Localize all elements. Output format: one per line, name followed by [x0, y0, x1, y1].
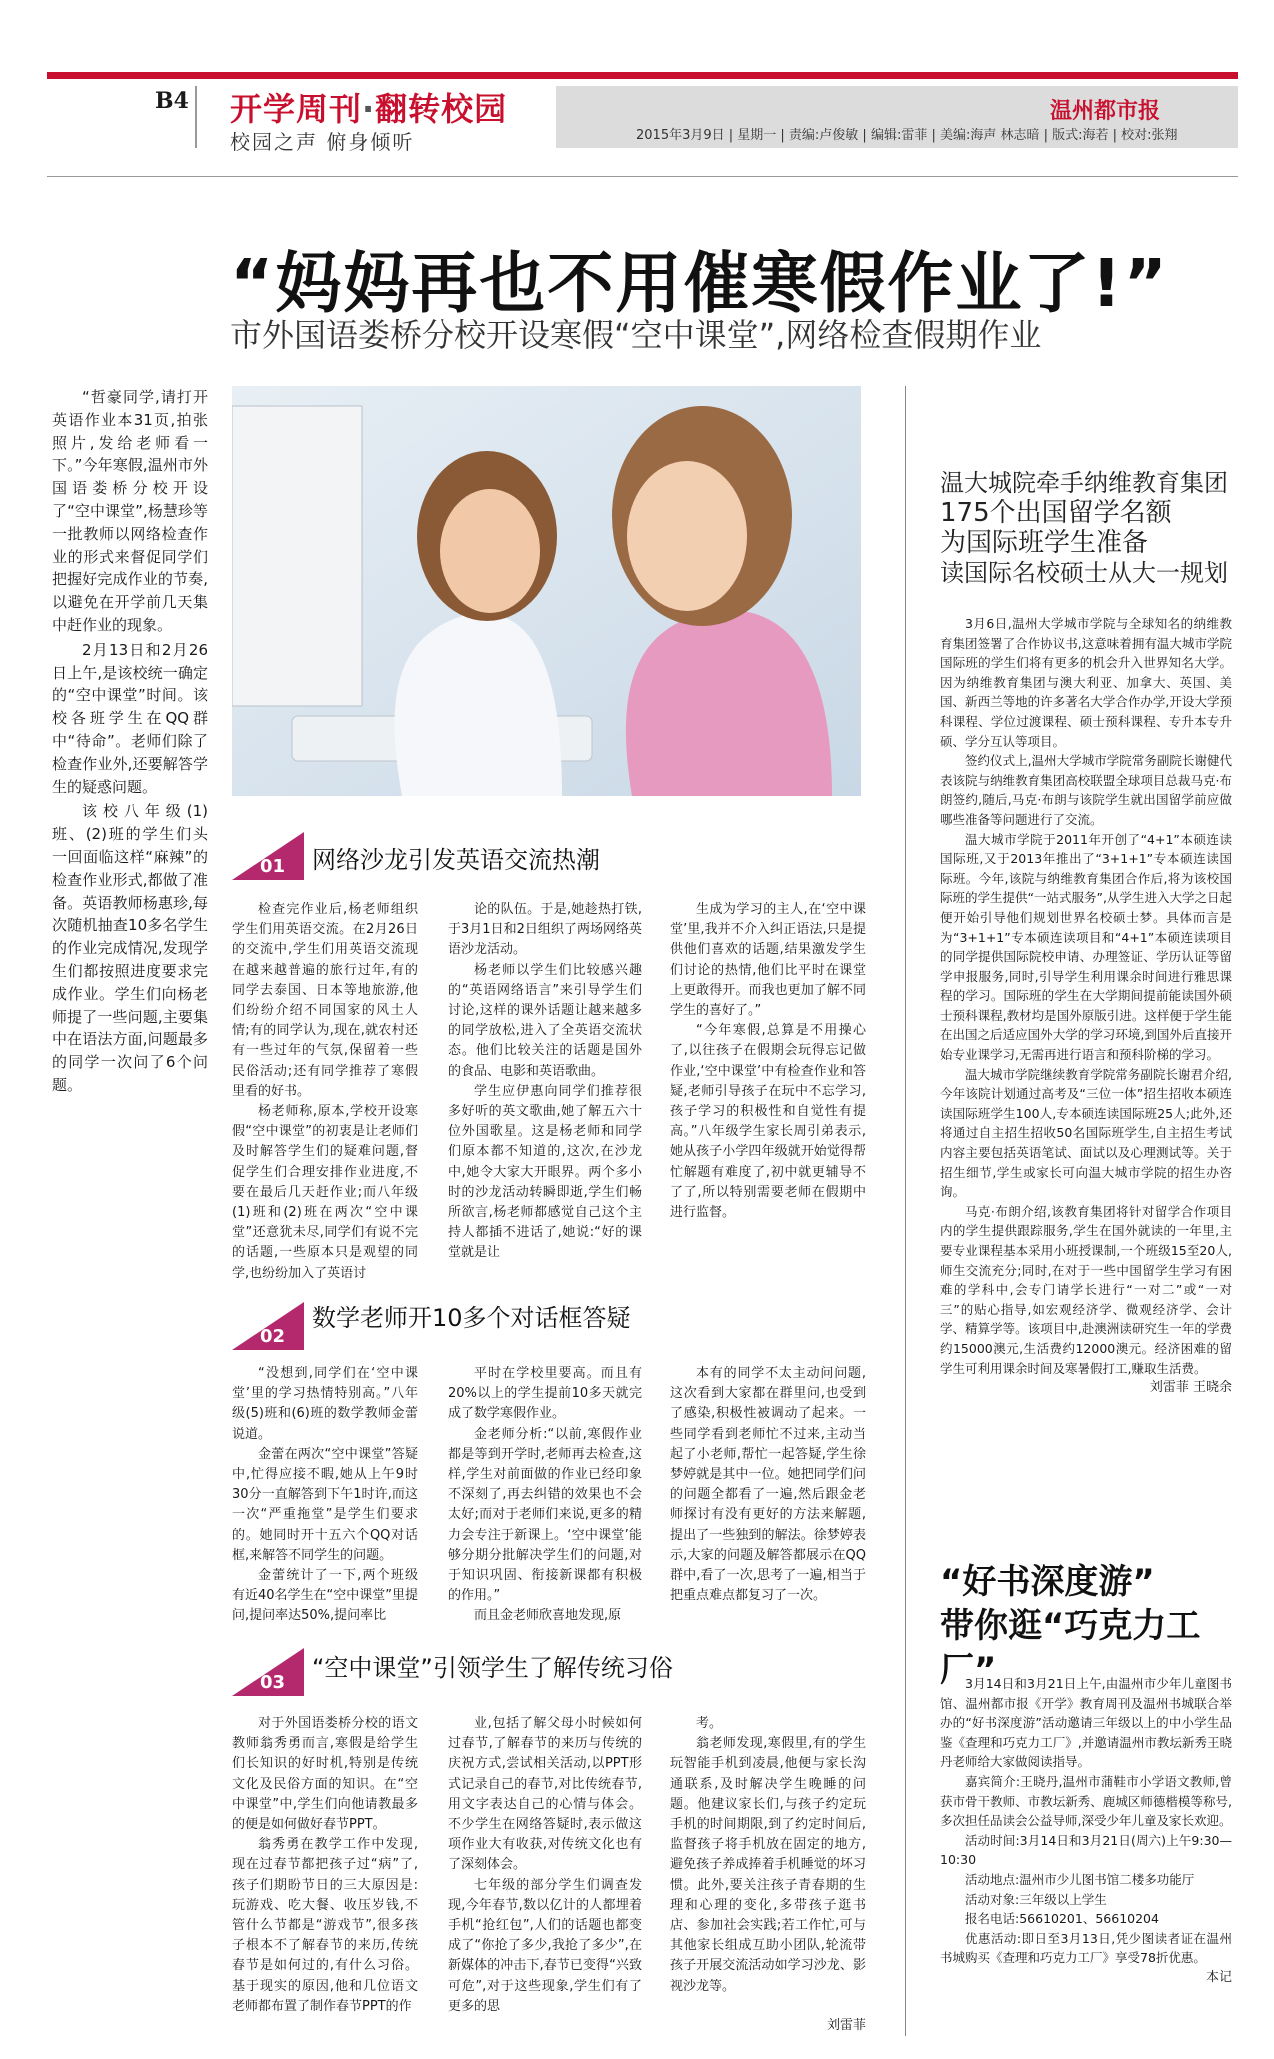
sidebar1-byline: 刘雷菲 王晓余 [1149, 1380, 1232, 1396]
paragraph: 嘉宾简介:王晓丹,温州市蒲鞋市小学语文教师,曾获市骨干教师、市教坛新秀、鹿城区师德楷模等称号,多次担任品读会公益导师,深受少年儿童及家长欢迎。 [940, 1773, 1232, 1829]
sidebar1-head-line4: 读国际名校硕士从大一规划 [940, 559, 1228, 587]
section-03-column-2 [448, 1714, 642, 2017]
event-phone: 报名电话:56610201、56610204 [965, 1911, 1159, 1927]
paragraph: 温大城市学院于2011年开创了“4+1”本硕连读国际班,又于2013年推出了“3+1+1”专本硕连读国际班。今年,该院与纳维教育集团合作后,将为该校国际班的学生提供“一站式服务”,从学生进入大学之日起便开始引导他们规划世界名校硕士梦。具体而言是为“3+1+1”专本硕连读项目和“4+1”本硕连读项目的同学提供国际院校申请、办理签证、学历认证等留学申报服务,同时,引导学生利用课余时间进行雅思课程的学习。国际班的学生在大学期间提前能读国外硕士预科课程,教材均是国外原版引进。这样便于学生能在出国之后适应国外大学的学习环境,到国外后直接开始专业课学习,无需再进行语言和预科阶梯的学习。 [940, 831, 1232, 1063]
masthead-top-bar [47, 72, 1238, 79]
article-headline: “妈妈再也不用催寒假作业了!” [230, 245, 1169, 322]
lead-paragraph: “哲豪同学,请打开英语作业本31页,拍张照片,发给老师看一下。”今年寒假,温州市外国语娄桥分校开设了“空中课堂”,杨慧珍等一批教师以网络检查作业的形式来督促同学们把握好完成作业的节奏,以避免在开学前几天集中赶作业的现象。 [52, 388, 208, 634]
paragraph: 业,包括了解父母小时候如何过春节,了解春节的来历与传统的庆祝方式,尝试相关活动,以PPT形式记录自己的春节,对比传统春节,用文字表达自己的心情与体会。不少学生在网络答疑时,表示做这项作业大有收获,对传统文化也有了深刻体会。 [448, 1716, 642, 1873]
paragraph: 检查完作业后,杨老师组织学生们用英语交流。在2月26日的交流中,学生们用英语交流现在越来越普遍的旅行过年,有的同学去泰国、日本等地旅游,他们纷纷介绍不同国家的风土人情;有的同学认为,现在,就农村还有一些过年的气氛,保留着一些民俗活动;还有同学推荐了寒假里看的好书。 [232, 902, 418, 1099]
section-03-byline: 刘雷菲 [826, 2018, 866, 2033]
lead-paragraph: 该校八年级(1)班、(2)班的学生们头一回面临这样“麻辣”的检查作业形式,都做了准备。英语教师杨惠珍,每次随机抽查10多名学生的作业完成情况,发现学生们都按照进度要求完成作业。学生们向杨老师提了一些问题,主要集中在语法方面,问题最多的同学一次问了6个问题。 [52, 802, 208, 1094]
sidebar2-head-line1: “好书深度游” [940, 1562, 1155, 1602]
section-01-column-2 [448, 900, 642, 1264]
sidebar-divider [905, 386, 906, 2036]
paragraph: 杨老师以学生们比较感兴趣的“英语网络语言”来引导学生们讨论,这样的课外话题让越来越多的同学放松,进入了全英语交流状态。他们比较关注的话题是国外的食品、电影和英语歌曲。 [448, 962, 642, 1079]
section-subtitle: 校园之声 俯身倾听 [230, 130, 415, 154]
section-03-badge [232, 1648, 304, 1696]
section-02-column-2 [448, 1364, 642, 1627]
section-03-column-3 [670, 1714, 866, 1997]
section-01-column-3 [670, 900, 866, 1223]
paragraph: 杨老师称,原本,学校开设寒假“空中课堂”的初衷是让老师们及时解答学生们的疑难问题,督促学生们合理安排作业进度,不要在最后几天赶作业;而八年级(1)班和(2)班在两次“空中课堂”还意犹未尽,同学们有说不完的话题,一些原本只是观望的同学,也纷纷加入了英语讨 [232, 1104, 418, 1281]
paragraph: 温大城市学院继续教育学院常务副院长谢君介绍,今年该院计划通过高考及“三位一体”招生招收本硕连读国际班学生100人,专本硕连读国际班25人;此外,还将通过自主招生招收50名国际班学生,自主招生考试内容主要包括英语笔试、面试以及心理测试等。关于招生细节,学生或家长可向温大城市学院的招生办咨询。 [940, 1066, 1232, 1200]
section-title-part1: 开学周刊 [230, 90, 363, 128]
issue-info: 2015年3月9日 | 星期一 | 责编:卢俊敏 | 编辑:雷菲 | 美编:海声 林志暗 | 版式:海若 | 校对:张翔 [636, 128, 1178, 143]
event-audience: 活动对象:三年级以上学生 [965, 1891, 1107, 1907]
section-02-column-3 [670, 1364, 866, 1606]
sidebar1-headline [940, 468, 1240, 588]
article-subheadline: 市外国语娄桥分校开设寒假“空中课堂”,网络检查假期作业 [230, 316, 1042, 354]
page-number: B4 [155, 88, 189, 114]
sidebar1-head-line3: 为国际班学生准备 [940, 528, 1149, 558]
sidebar1-head-line2: 175个出国留学名额 [940, 498, 1172, 528]
sidebar1-body [940, 614, 1232, 1398]
paragraph: 考。 [696, 1716, 723, 1731]
section-title-dot: · [362, 90, 376, 128]
paragraph: 金老师分析:“以前,寒假作业都是等到开学时,老师再去检查,这样,学生对前面做的作业已经印象不深刻了,再去纠错的效果也不会太好;而对于老师们来说,更多的精力会专注于新课上。‘空中课堂’能够分期分批解决学生们的问题,对于知识巩固、衔接新课都有积极的作用。” [448, 1426, 642, 1604]
paragraph: 而且金老师欣喜地发现,原 [474, 1608, 622, 1624]
paper-name: 温州都市报 [1050, 99, 1161, 124]
sidebar1-head-line1: 温大城院牵手纳维教育集团 [940, 469, 1228, 497]
article-photo [232, 386, 861, 796]
paragraph: 签约仪式上,温州大学城市学院常务副院长谢健代表该院与纳维教育集团高校联盟全球项目总裁马克·布朗签约,随后,马克·布朗与该院学生就出国留学前应做哪些准备等问题进行了交流。 [940, 753, 1232, 827]
paragraph: 生成为学习的主人,在‘空中课堂’里,我并不介入纠正语法,只是提供他们喜欢的话题,结果激发学生们讨论的热情,他们比平时在课堂上更敢得开。而我也更加了解不同学生的喜好了。” [670, 902, 866, 1019]
paragraph: 金蕾统计了一下,两个班级有近40名学生在“空中课堂”里提问,提问率达50%,提问率比 [232, 1568, 419, 1624]
event-place: 活动地点:温州市少儿图书馆二楼多功能厅 [965, 1871, 1195, 1887]
event-time: 活动时间:3月14日和3月21日(周六)上午9:30—10:30 [940, 1832, 1232, 1868]
paragraph: 对于外国语娄桥分校的语文教师翁秀勇而言,寒假是给学生们长知识的好时机,特别是传统文化及民俗方面的知识。在“空中课堂”中,学生们向他请教最多的便是如何做好春节PPT。 [232, 1716, 418, 1833]
sidebar2-body [940, 1674, 1232, 1988]
sidebar2-headline [940, 1560, 1240, 1692]
paragraph: “今年寒假,总算是不用操心了,以往孩子在假期会玩得忘记做作业,‘空中课堂’中有检查作业和答疑,老师引导孩子在玩中不忘学习,孩子学习的积极性和自觉性有提高。”八年级学生家长周引弟表示,她从孩子小学四年级就开始觉得帮忙解题有难度了,初中就更辅导不了了,所以特别需要老师在假期中进行监督。 [670, 1023, 866, 1221]
paragraph: “没想到,同学们在‘空中课堂’里的学习热情特别高。”八年级(5)班和(6)班的数学教师金蕾说道。 [232, 1366, 418, 1442]
paragraph: 3月6日,温州大学城市学院与全球知名的纳维教育集团签署了合作协议书,这意味着拥有温大城市学院国际班的学生们将有更多的机会升入世界知名大学。因为纳维教育集团与澳大利亚、加拿大、英国、美国、新西兰等地的许多著名大学合作办学,开设大学预科课程、学位过渡课程、硕士预科课程、专升本专升硕、学分互认等项目。 [940, 616, 1232, 749]
paragraph: 翁秀勇在教学工作中发现,现在过春节都把孩子过“病”了,孩子们期盼节日的三大原因是:玩游戏、吃大餐、收压岁钱,不管什么节都是“游戏节”,很多孩子根本不了解春节的来历,传统春节是如何过的,有什么习俗。基于现实的原因,他和几位语文老师都布置了制作春节PPT的作 [232, 1837, 418, 2014]
section-title-part2: 翻转校园 [375, 90, 508, 128]
section-03-number: 03 [260, 1672, 286, 1693]
paragraph: 3月14日和3月21日上午,由温州市少年儿童图书馆、温州都市报《开学》教育周刊及温州书城联合举办的“好书深度游”活动邀请三年级以上的中小学生品鉴《查理和巧克力工厂》,并邀请温州市教坛新秀王晓丹老师给大家做阅读指导。 [940, 1676, 1232, 1770]
masthead-divider [195, 86, 197, 148]
article-lead [52, 386, 208, 1099]
section-03-column-1 [232, 1714, 418, 2017]
section-02-column-1 [232, 1364, 418, 1627]
paragraph: 学生应伊惠向同学们推荐很多好听的英文歌曲,她了解五六十位外国歌星。这是杨老师和同学们原本都不知道的,这次,在沙龙中,她令大家大开眼界。两个多小时的沙龙活动转瞬即逝,学生们畅所欲言,杨老师都感觉自己这个主持人都插不进话了,她说:“好的课堂就是让 [448, 1083, 642, 1261]
lead-paragraph: 2月13日和2月26日上午,是该校统一确定的“空中课堂”时间。该校各班学生在QQ群中“待命”。老师们除了检查作业外,还要解答学生的疑惑问题。 [52, 640, 208, 796]
section-02-badge [232, 1302, 304, 1350]
paragraph: 本有的同学不太主动问问题,这次看到大家都在群里问,也受到了感染,积极性被调动了起来。一些同学看到老师忙不过来,主动当起了小老师,帮忙一起答疑,学生徐梦婷就是其中一位。她把同学们问的问题全都看了一遍,然后跟金老师探讨有没有更好的方法来解题,提出了一些独到的解法。徐梦婷表示,大家的问题及解答都展示在QQ群中,看了一次,思考了一遍,相当于把重点难点都复习了一次。 [670, 1366, 866, 1604]
paragraph: 马克·布朗介绍,该教育集团将针对留学合作项目内的学生提供跟踪服务,学生在国外就读的一年里,主要专业课程基本采用小班授课制,一个班级15至20人,师生交流充分;同时,在对于一些中国留学生学习有困难的学科中,会专门请学长进行“一对二”或“一对三”的贴心指导,如宏观经济学、微观经济学、会计学、精算学等。该项目中,赴澳洲读研究生一年的学费约15000澳元,生活费约12000澳元。经济困难的留学生可利用课余时间及寒暑假打工,赚取生活费。 [940, 1203, 1232, 1376]
section-02-number: 02 [260, 1326, 286, 1347]
sidebar2-head-line2: 带你逛“巧克力工厂” [940, 1606, 1201, 1690]
section-02-title: 数学老师开10多个对话框答疑 [312, 1304, 631, 1332]
paragraph: 七年级的部分学生们调查发现,今年春节,数以亿计的人都埋着手机“抢红包”,人们的话题也都变成了“你抢了多少,我抢了多少”,在新媒体的冲击下,春节已变得“兴致可危”,对于这些现象,学生们有了更多的思 [448, 1877, 642, 2014]
paragraph: 翁老师发现,寒假里,有的学生玩智能手机到凌晨,他便与家长沟通联系,及时解决学生晚睡的问题。他建议家长们,与孩子约定玩手机的时间期限,到了约定时间后,监督孩子将手机放在固定的地方,避免孩子养成捧着手机睡觉的坏习惯。此外,要关注孩子青春期的生理和心理的变化,多带孩子逛书店、参加社会实践;若工作忙,可与其他家长组成互助小团队,轮流带孩子开展交流活动如学习沙龙、影视沙龙等。 [670, 1736, 866, 1994]
sidebar2-byline: 本记 [1205, 1969, 1232, 1985]
event-promo: 优惠活动:即日至3月13日,凭少图读者证在温州书城购买《查理和巧克力工厂》享受78折优惠。 [940, 1930, 1232, 1966]
section-01-title: 网络沙龙引发英语交流热潮 [312, 846, 600, 874]
masthead-rule [47, 176, 1238, 177]
paragraph: 平时在学校里要高。而且有20%以上的学生提前10多天就完成了数学寒假作业。 [448, 1366, 642, 1422]
section-03-title: “空中课堂”引领学生了解传统习俗 [312, 1654, 673, 1682]
section-title [230, 84, 507, 130]
paragraph: 金蕾在两次“空中课堂”答疑中,忙得应接不暇,她从上午9时30分一直解答到下午1时许,而这一次“严重拖堂”是学生们要求的。她同时开十五六个QQ对话框,来解答不同学生的问题。 [232, 1446, 418, 1563]
section-01-column-1 [232, 900, 418, 1284]
paragraph: 论的队伍。于是,她趁热打铁,于3月1日和2日组织了两场网络英语沙龙活动。 [448, 902, 642, 958]
section-01-badge [232, 832, 304, 880]
section-01-number: 01 [260, 856, 286, 877]
